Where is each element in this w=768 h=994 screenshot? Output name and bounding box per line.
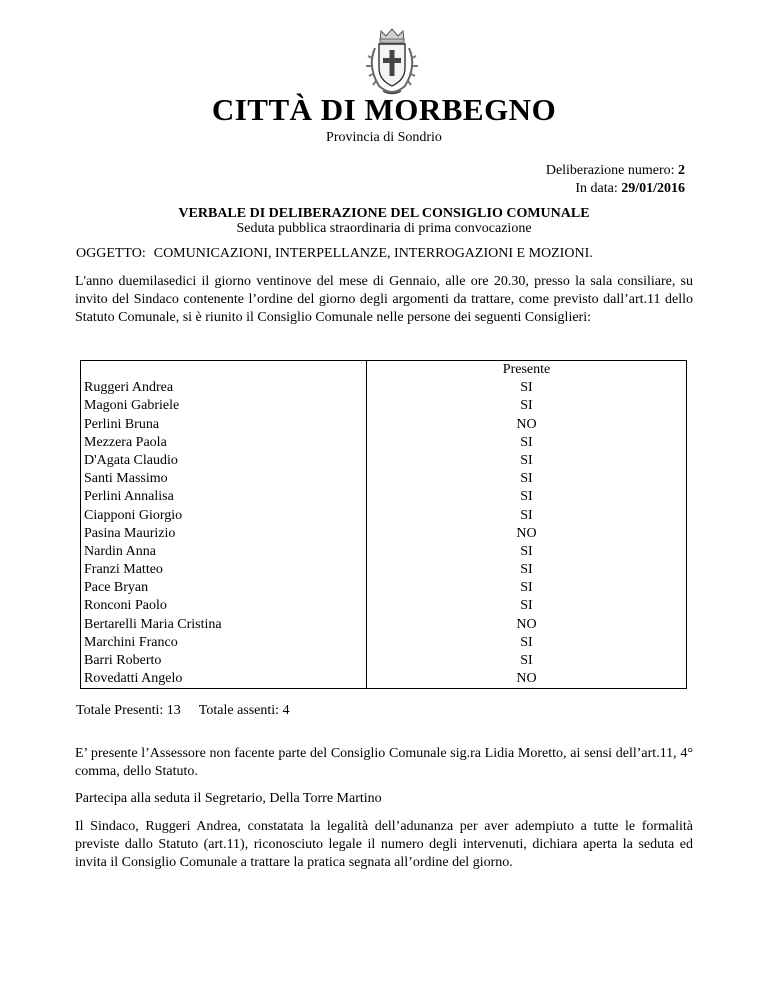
session-type: Seduta pubblica straordinaria di prima convocazione — [236, 221, 532, 236]
presence-value: NO — [516, 416, 537, 432]
intro-paragraph: L'anno duemilasedici il giorno ventinove del mese di Gennaio, alle ore 20.30, presso la sala consiliare, su invito del Sindaco contenente l’ordine del giorno degli argomenti da trattare, come previsto dall’art.11 dello Statuto Comunale, si è riunito il Consiglio Comunale nelle persone dei seguenti Consiglieri: — [75, 274, 693, 325]
presence-value: NO — [516, 616, 537, 632]
councillor-name: Rovedatti Angelo — [84, 671, 183, 687]
presence-value: SI — [520, 434, 533, 450]
deliberation-date: 29/01/2016 — [621, 181, 685, 196]
assessore-paragraph: E’ presente l’Assessore non facente parte del Consiglio Comunale sig.ra Lidia Moretto, ai sensi dell’art.11, 4° comma, dello Statuto. — [75, 746, 693, 779]
attendance-table — [80, 360, 687, 689]
total-absent: Totale assenti: 4 — [198, 703, 290, 718]
deliberation-number-line — [546, 162, 685, 180]
councillor-name: Franzi Matteo — [84, 562, 163, 578]
attendance-row — [81, 361, 687, 689]
deliberation-info — [546, 162, 685, 198]
presence-value: NO — [516, 671, 537, 687]
presence-value: SI — [520, 507, 533, 523]
councillor-name: Mezzera Paola — [84, 434, 167, 450]
presence-value: SI — [520, 598, 533, 614]
councillor-name: Pasina Maurizio — [84, 525, 176, 541]
councillor-name: Ronconi Paolo — [84, 598, 167, 614]
names-header-spacer — [84, 361, 366, 379]
presence-value: SI — [520, 380, 533, 396]
attendance-totals — [76, 702, 290, 720]
presence-value: SI — [520, 489, 533, 505]
presence-value: NO — [516, 525, 537, 541]
city-title: CITTÀ DI MORBEGNO — [211, 92, 557, 127]
presence-value: SI — [520, 471, 533, 487]
presence-value: SI — [520, 634, 533, 650]
province-subtitle: Provincia di Sondrio — [326, 130, 442, 145]
subject-text: COMUNICAZIONI, INTERPELLANZE, INTERROGAZIONI E MOZIONI. — [153, 246, 593, 261]
councillor-name: Ciapponi Giorgio — [84, 507, 183, 523]
councillor-name: Nardin Anna — [84, 543, 156, 559]
deliberation-number-label: Deliberazione numero: — [545, 163, 675, 178]
sindaco-paragraph: Il Sindaco, Ruggeri Andrea, constatata la legalità dell’adunanza per aver adempiuto a tutte le formalità previste dallo Statuto (art.11), riconosciuto legale il numero degli intervenuti, dichiara aperta la seduta ed invita il Consiglio Comunale a trattare la pratica segnata all’ordine del giorno. — [75, 819, 693, 870]
deliberation-number: 2 — [678, 163, 685, 178]
councillor-name: Pace Bryan — [84, 580, 149, 596]
deliberation-date-line — [546, 180, 685, 198]
segretario-paragraph: Partecipa alla seduta il Segretario, Della Torre Martino — [75, 791, 382, 806]
councillor-name: Santi Massimo — [84, 471, 168, 487]
councillor-name: Marchini Franco — [84, 634, 178, 650]
city-coat-of-arms-icon — [361, 26, 423, 98]
presence-value: SI — [520, 653, 533, 668]
councillor-name: Perlini Annalisa — [84, 489, 174, 505]
deliberation-date-label: In data: — [575, 181, 618, 196]
councillor-name: Barri Roberto — [84, 653, 162, 668]
presence-header: Presente — [502, 362, 551, 377]
total-present: Totale Presenti: 13 — [76, 703, 181, 718]
presence-value: SI — [520, 543, 533, 559]
subject-line — [76, 245, 593, 263]
presence-value: SI — [520, 452, 533, 468]
councillor-names-column — [81, 361, 367, 689]
presence-value: SI — [520, 398, 533, 414]
councillor-name: Magoni Gabriele — [84, 398, 180, 414]
councillor-name: Ruggeri Andrea — [84, 380, 174, 396]
presence-value: SI — [520, 580, 533, 596]
councillor-name: Perlini Bruna — [84, 416, 160, 432]
subject-label: OGGETTO: — [76, 246, 146, 261]
councillor-name: D'Agata Claudio — [84, 452, 178, 468]
councillor-name: Bertarelli Maria Cristina — [84, 616, 222, 632]
presence-column — [367, 361, 687, 689]
presence-value: SI — [520, 562, 533, 578]
verbale-title: VERBALE DI DELIBERAZIONE DEL CONSIGLIO COMUNALE — [178, 206, 590, 221]
